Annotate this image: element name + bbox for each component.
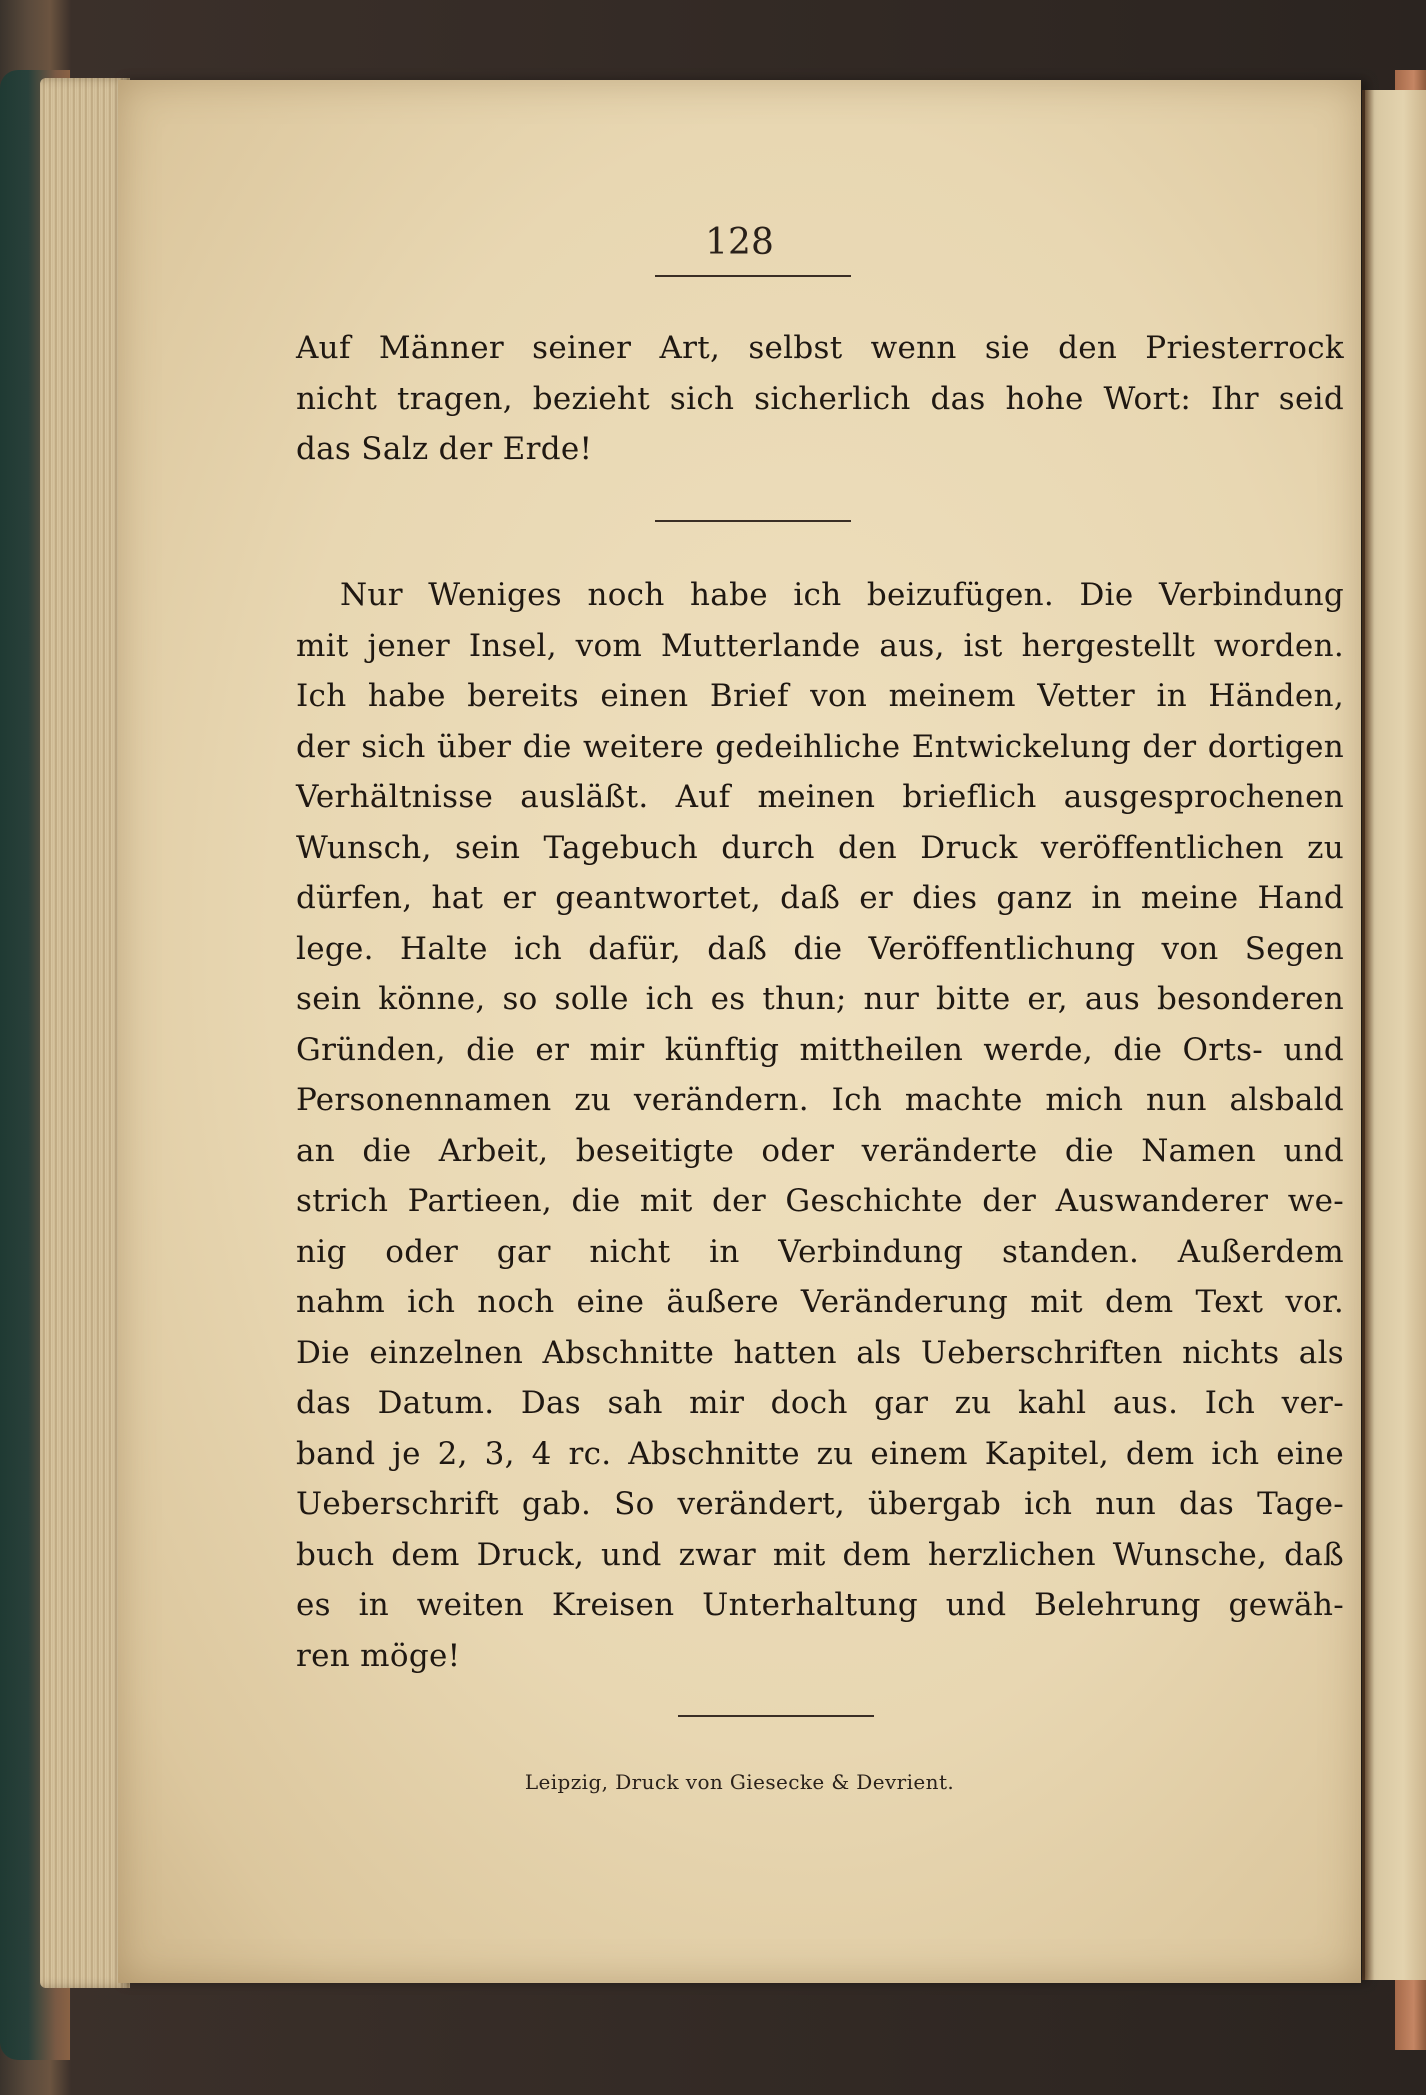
text-line: Auf Männer seiner Art, selbst wenn sie den Priesterrock [296, 330, 1344, 366]
text-line: Gründen, die er mir künftig mittheilen werde, die Orts- und [296, 1031, 1344, 1068]
text-line: der sich über die weitere gedeihliche Entwickelung der dortigen [296, 728, 1344, 765]
text-line: Verhältnisse ausläßt. Auf meinen brieflich ausgesprochenen [296, 779, 1344, 815]
header-rule [655, 275, 851, 277]
text-line: strich Partieen, die mit der Geschichte der Auswanderer we- [296, 1183, 1344, 1219]
text-line: sein könne, so solle ich es thun; nur bitte er, aus besonderen [296, 981, 1344, 1017]
paragraph-2 [296, 570, 1344, 1681]
text-line: an die Arbeit, beseitigte oder veränderte die Namen und [296, 1132, 1344, 1169]
facing-page-edge [1362, 90, 1426, 1980]
book-page [118, 80, 1361, 1983]
text-line: das Salz der Erde! [296, 431, 593, 467]
text-line: das Datum. Das sah mir doch gar zu kahl aus. Ich ver- [296, 1385, 1344, 1421]
page-number: 128 [705, 222, 774, 263]
page-edges [40, 78, 130, 1988]
text-line: dürfen, hat er geantwortet, daß er dies ganz in meine Hand [296, 880, 1344, 916]
text-line: Personennamen zu verändern. Ich machte mich nun alsbald [296, 1082, 1344, 1118]
text-line: band je 2, 3, 4 rc. Abschnitte zu einem Kapitel, dem ich eine [296, 1435, 1344, 1472]
text-line: nahm ich noch eine äußere Veränderung mit dem Text vor. [296, 1284, 1344, 1320]
text-line: Wunsch, sein Tagebuch durch den Druck veröffentlichen zu [296, 829, 1344, 866]
paragraph-1 [296, 323, 1344, 475]
text-line: Ueberschrift gab. So verändert, übergab ich nun das Tage- [296, 1486, 1344, 1522]
footer-rule [678, 1715, 874, 1717]
text-line: Nur Weniges noch habe ich beizufügen. Die Verbindung [340, 577, 1344, 613]
text-line: Ich habe bereits einen Brief von meinem Vetter in Händen, [296, 678, 1344, 714]
section-divider [655, 520, 851, 522]
text-line: lege. Halte ich dafür, daß die Veröffentlichung von Segen [296, 930, 1344, 967]
text-line: mit jener Insel, vom Mutterlande aus, ist hergestellt worden. [296, 627, 1344, 664]
text-line: es in weiten Kreisen Unterhaltung und Belehrung gewäh- [296, 1587, 1344, 1623]
text-line: buch dem Druck, und zwar mit dem herzlichen Wunsche, daß [296, 1536, 1344, 1573]
printer-imprint: Leipzig, Druck von Giesecke & Devrient. [524, 1770, 955, 1794]
text-line: ren möge! [296, 1637, 461, 1674]
text-line: nicht tragen, bezieht sich sicherlich das hohe Wort: Ihr seid [296, 380, 1344, 417]
text-line: Die einzelnen Abschnitte hatten als Ueberschriften nichts als [296, 1334, 1344, 1371]
text-line: nig oder gar nicht in Verbindung standen. Außerdem [296, 1233, 1344, 1270]
